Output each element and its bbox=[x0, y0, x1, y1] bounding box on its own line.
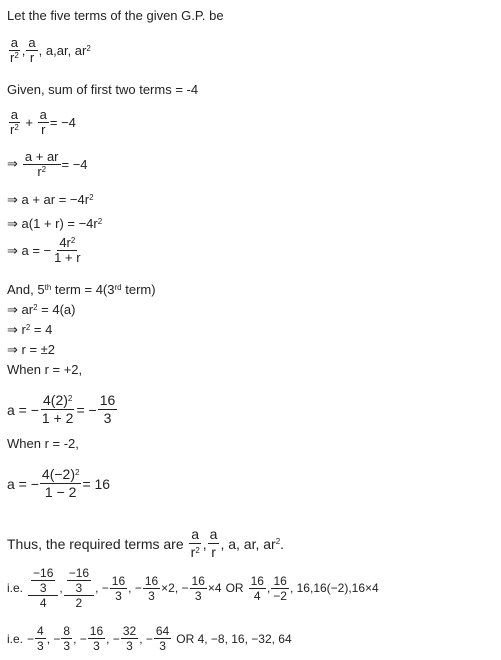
ie-line-2: i.e. − 4 3 , − 8 3 , − 16 3 , − 32 3 , − 64 3 OR 4, −8, 16, −32, 64 bbox=[7, 624, 292, 653]
step-2: ⇒ $r^2 = 4$ bbox=[7, 322, 53, 337]
case-1-equation: a = − $\frac{4(2)^2}{1 + 2}$ = − $\frac{16}{3}$ bbox=[7, 392, 116, 426]
given-line: Given, sum of first two terms = -4 bbox=[7, 82, 199, 97]
equation-5: ⇒ a = − $\frac{4r^2}{1 + r}$ bbox=[7, 235, 81, 265]
terms-line: a $r^2$ , a r , a,ar, ar $^2$ bbox=[10, 35, 91, 65]
equation-3: ⇒ a + ar = $-4r^2$ bbox=[7, 192, 94, 207]
case-2-equation: a = − $\frac{4(-2)^2}{1 - 2}$ = 16 bbox=[7, 466, 111, 500]
case-2-label: When r = -2, bbox=[7, 436, 79, 451]
step-3: ⇒ r = ±2 bbox=[7, 342, 56, 357]
equation-2: ⇒ $\frac{a + ar}{r^2}$ = −4 bbox=[7, 149, 88, 179]
fifth-term-line: And, 5th term = 4(3rd term) bbox=[7, 282, 156, 297]
equation-1: a $r^2$ + $\frac{a}{r}$ = −4 bbox=[10, 107, 76, 137]
thus-line: Thus, the required terms are a $r^2$ , a r , a, ar, ar $^2$ . bbox=[7, 526, 285, 560]
ie-line-1: i.e. $\frac{-16}{3}$ 4 , $\frac{-16}{3}$ 2 , − 16 3 , − 16 3 ×2, − 16 3 ×4 OR 16 4 , 16 −2 , 16,16(−2),16×4 bbox=[7, 566, 379, 610]
frac-a-r2: a $r^2$ bbox=[10, 35, 19, 65]
step-1: ⇒ $ar^2 = 4(a)$ bbox=[7, 302, 76, 317]
equation-4: ⇒ $a(1 + r) = -4r^2$ bbox=[7, 216, 103, 231]
case-1-label: When r = +2, bbox=[7, 362, 83, 377]
intro-line: Let the five terms of the given G.P. be bbox=[7, 8, 224, 23]
frac-a-r: a r bbox=[28, 35, 36, 65]
